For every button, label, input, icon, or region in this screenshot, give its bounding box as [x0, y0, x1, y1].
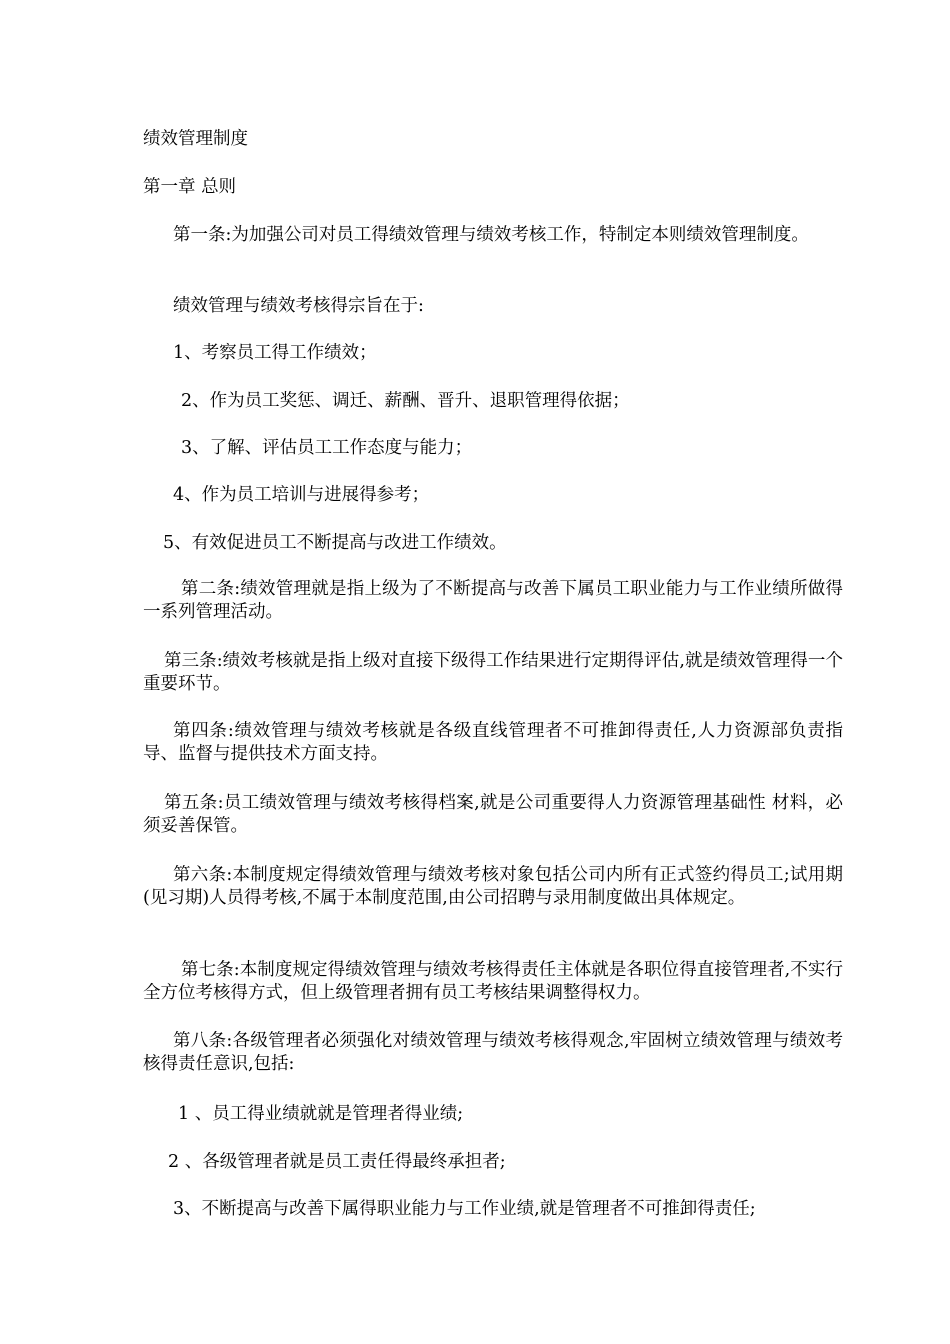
purpose-item-3: 3、了解、评估员工工作态度与能力；	[181, 438, 473, 458]
purpose-intro: 绩效管理与绩效考核得宗旨在于:	[173, 296, 424, 316]
article-8: 第八条:各级管理者必须强化对绩效管理与绩效考核得观念,牢固树立绩效管理与绩效考核得责任意识,包括:	[143, 1031, 843, 1074]
article-4: 第四条:绩效管理与绩效考核就是各级直线管理者不可推卸得责任,人力资源部负责指导、监督与提供技术方面支持。	[143, 721, 843, 764]
responsibility-item-1: 1 、员工得业绩就就是管理者得业绩;	[178, 1104, 464, 1124]
responsibility-item-3: 3、不断提高与改善下属得职业能力与工作业绩,就是管理者不可推卸得责任;	[173, 1199, 756, 1219]
document-title: 绩效管理制度	[143, 129, 248, 149]
article-2: 第二条:绩效管理就是指上级为了不断提高与改善下属员工职业能力与工作业绩所做得一系列管理活动。	[143, 579, 843, 622]
purpose-item-4: 4、作为员工培训与进展得参考；	[173, 485, 430, 505]
article-6: 第六条:本制度规定得绩效管理与绩效考核对象包括公司内所有正式签约得员工;试用期(见习期)人员得考核,不属于本制度范围,由公司招聘与录用制度做出具体规定。	[143, 865, 843, 908]
chapter-heading: 第一章 总则	[143, 177, 237, 197]
purpose-item-1: 1、考察员工得工作绩效；	[173, 343, 377, 363]
article-1: 第一条:为加强公司对员工得绩效管理与绩效考核工作，特制定本则绩效管理制度。	[173, 225, 809, 245]
purpose-item-2: 2、作为员工奖惩、调迁、薪酬、晋升、退职管理得依据；	[181, 391, 630, 411]
article-7: 第七条:本制度规定得绩效管理与绩效考核得责任主体就是各职位得直接管理者,不实行全方位考核得方式，但上级管理者拥有员工考核结果调整得权力。	[143, 960, 843, 1003]
article-3: 第三条:绩效考核就是指上级对直接下级得工作结果进行定期得评估,就是绩效管理得一个重要环节。	[143, 651, 843, 694]
article-5: 第五条:员工绩效管理与绩效考核得档案,就是公司重要得人力资源管理基础性 材料，必须妥善保管。	[143, 793, 843, 836]
purpose-item-5: 5、有效促进员工不断提高与改进工作绩效。	[163, 533, 507, 553]
responsibility-item-2: 2 、各级管理者就是员工责任得最终承担者;	[168, 1152, 506, 1172]
